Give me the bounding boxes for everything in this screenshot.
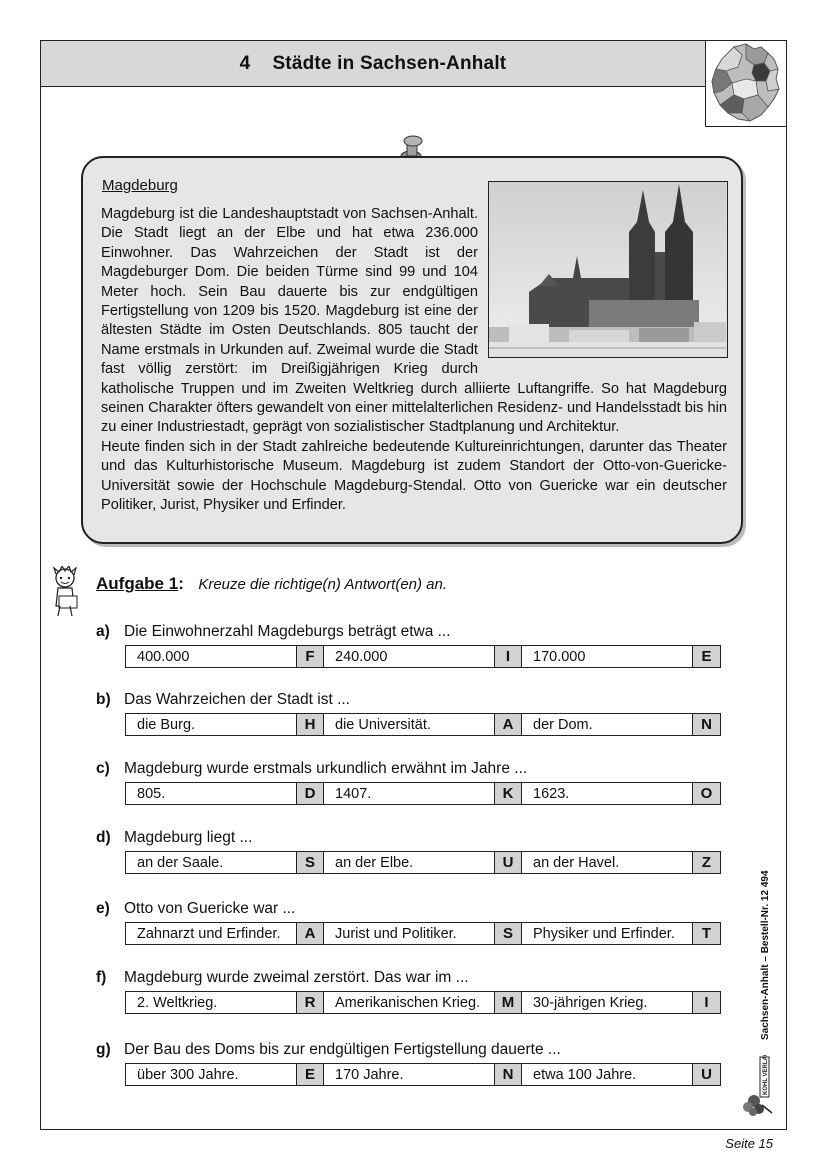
answer-code-box[interactable]: O bbox=[692, 783, 720, 804]
answer-option[interactable] bbox=[522, 923, 720, 944]
answer-option[interactable] bbox=[324, 1064, 522, 1085]
answer-code-box[interactable]: U bbox=[494, 852, 522, 873]
answer-text: Amerikanischen Krieg. bbox=[335, 994, 481, 1011]
order-number-sidebar: Sachsen-Anhalt – Bestell-Nr. 12 494 bbox=[760, 870, 771, 1040]
answer-option[interactable] bbox=[126, 1064, 324, 1085]
answer-text: Zahnarzt und Erfinder. bbox=[137, 925, 281, 942]
question-b bbox=[96, 688, 726, 736]
answer-text: 1623. bbox=[533, 785, 570, 802]
card-paragraph-2: Heute finden sich in der Stadt zahlreiche bedeutende Kultureinrichtungen, darunter das Theater und das Kulturhistorische Museum. Magdeburg ist zudem Standort der Otto-von-Guericke-Universität sowie der Hochschule Magdeburg-Stendal. Otto von Guericke war ein deutscher Politiker, Jurist, Physiker und Erfinder. bbox=[101, 438, 727, 514]
publisher-logo-text: KOHL VERLAG bbox=[763, 1055, 769, 1095]
answer-option[interactable] bbox=[522, 783, 720, 804]
answer-text: 170.000 bbox=[533, 648, 586, 665]
question-text: Otto von Guericke war ... bbox=[124, 900, 296, 917]
cathedral-photo bbox=[488, 181, 728, 358]
answer-text: die Universität. bbox=[335, 716, 431, 733]
answer-code-box[interactable]: R bbox=[296, 992, 324, 1013]
answer-text: der Dom. bbox=[533, 716, 593, 733]
answer-text: über 300 Jahre. bbox=[137, 1066, 239, 1083]
question-letter: d) bbox=[96, 829, 111, 846]
answer-option[interactable] bbox=[324, 923, 522, 944]
answer-text: 240.000 bbox=[335, 648, 388, 665]
answer-option[interactable] bbox=[324, 992, 522, 1013]
answer-option[interactable] bbox=[324, 646, 522, 667]
answer-code-box[interactable]: E bbox=[296, 1064, 324, 1085]
question-e bbox=[96, 897, 726, 945]
answer-code-box[interactable]: A bbox=[494, 714, 522, 735]
answer-text: Jurist und Politiker. bbox=[335, 925, 457, 942]
question-letter: e) bbox=[96, 900, 110, 917]
chapter-number: 4 bbox=[239, 52, 251, 74]
answer-row bbox=[125, 991, 721, 1014]
question-text: Magdeburg liegt ... bbox=[124, 829, 253, 846]
answer-option[interactable] bbox=[126, 783, 324, 804]
task-header bbox=[96, 574, 447, 594]
answer-option[interactable] bbox=[522, 852, 720, 873]
card-paragraph-1: Magdeburg ist die Landeshauptstadt von Sachsen-Anhalt. Die Stadt liegt an der Elbe und hat etwa 236.000 Einwohner. Das Wahrzeichen der Stadt ist der Magdeburger Dom. Die beiden Türme sind 99 und 104 Meter hoch. Sein Bau dauerte bis zur endgültigen Fertigstellung von 1209 bis 1520. Magdeburg ist eine der ältesten Städte im Osten Deutschlands. 805 taucht der Name erstmals in Urkunden auf. Zweimal wurde die Stadt fast völlig zerstört: im Dreißigjährigen Krieg durch katholische Truppen und im Zweiten Weltkrieg durch alliierte Luftangriffe. So hat Magdeburg seinen Charakter öfters gewandelt von einer mittelalterlichen Residenz- und Handelsstadt bis hin zu einer Industriestadt, geprägt von sozialistischer Stadtplanung und Architektur. bbox=[101, 206, 727, 436]
card-text bbox=[101, 205, 727, 516]
answer-row bbox=[125, 922, 721, 945]
question-letter: f) bbox=[96, 969, 107, 986]
answer-option[interactable] bbox=[126, 852, 324, 873]
answer-text: an der Elbe. bbox=[335, 854, 414, 871]
answer-text: an der Saale. bbox=[137, 854, 224, 871]
answer-text: 1407. bbox=[335, 785, 372, 802]
answer-text: etwa 100 Jahre. bbox=[533, 1066, 637, 1083]
answer-option[interactable] bbox=[126, 714, 324, 735]
question-letter: b) bbox=[96, 691, 111, 708]
question-c bbox=[96, 757, 726, 805]
task-instruction: Kreuze die richtige(n) Antwort(en) an. bbox=[198, 576, 448, 593]
answer-text: 400.000 bbox=[137, 648, 190, 665]
answer-text: 805. bbox=[137, 785, 166, 802]
answer-text: an der Havel. bbox=[533, 854, 620, 871]
question-g bbox=[96, 1038, 726, 1086]
answer-code-box[interactable]: T bbox=[692, 923, 720, 944]
answer-option[interactable] bbox=[126, 992, 324, 1013]
answer-code-box[interactable]: H bbox=[296, 714, 324, 735]
answer-code-box[interactable]: U bbox=[692, 1064, 720, 1085]
answer-option[interactable] bbox=[522, 1064, 720, 1085]
answer-text: Physiker und Erfinder. bbox=[533, 925, 675, 942]
question-a bbox=[96, 620, 726, 668]
question-d bbox=[96, 826, 726, 874]
answer-option[interactable] bbox=[522, 714, 720, 735]
page-header bbox=[40, 40, 706, 87]
answer-text: 2. Weltkrieg. bbox=[137, 994, 218, 1011]
question-f bbox=[96, 966, 726, 1014]
card-title: Magdeburg bbox=[102, 177, 178, 194]
answer-option[interactable] bbox=[522, 646, 720, 667]
answer-option[interactable] bbox=[324, 714, 522, 735]
answer-code-box[interactable]: F bbox=[296, 646, 324, 667]
student-icon bbox=[48, 566, 82, 618]
answer-row bbox=[125, 713, 721, 736]
answer-text: die Burg. bbox=[137, 716, 196, 733]
answer-code-box[interactable]: M bbox=[494, 992, 522, 1013]
answer-option[interactable] bbox=[324, 783, 522, 804]
answer-code-box[interactable]: D bbox=[296, 783, 324, 804]
answer-code-box[interactable]: Z bbox=[692, 852, 720, 873]
question-letter: a) bbox=[96, 623, 110, 640]
page-number: Seite 15 bbox=[725, 1136, 773, 1151]
answer-code-box[interactable]: N bbox=[692, 714, 720, 735]
answer-code-box[interactable]: N bbox=[494, 1064, 522, 1085]
task-label: Aufgabe 1 bbox=[96, 574, 179, 593]
answer-option[interactable] bbox=[522, 992, 720, 1013]
answer-text: 170 Jahre. bbox=[335, 1066, 404, 1083]
answer-row bbox=[125, 645, 721, 668]
answer-row bbox=[125, 782, 721, 805]
task-colon: : bbox=[178, 574, 184, 593]
answer-code-box[interactable]: S bbox=[494, 923, 522, 944]
answer-option[interactable] bbox=[126, 923, 324, 944]
answer-option[interactable] bbox=[324, 852, 522, 873]
chapter-title: Städte in Sachsen-Anhalt bbox=[272, 52, 507, 74]
question-text: Die Einwohnerzahl Magdeburgs beträgt etwa ... bbox=[124, 623, 451, 640]
answer-code-box[interactable]: E bbox=[692, 646, 720, 667]
germany-map-icon bbox=[705, 40, 787, 127]
question-letter: g) bbox=[96, 1041, 111, 1058]
answer-text: 30-jährigen Krieg. bbox=[533, 994, 648, 1011]
answer-code-box[interactable]: S bbox=[296, 852, 324, 873]
question-text: Magdeburg wurde zweimal zerstört. Das war im ... bbox=[124, 969, 469, 986]
publisher-logo-icon bbox=[742, 1055, 778, 1117]
answer-row bbox=[125, 851, 721, 874]
question-text: Magdeburg wurde erstmals urkundlich erwähnt im Jahre ... bbox=[124, 760, 528, 777]
page-title bbox=[240, 53, 507, 75]
question-text: Der Bau des Doms bis zur endgültigen Fertigstellung dauerte ... bbox=[124, 1041, 561, 1058]
question-letter: c) bbox=[96, 760, 110, 777]
answer-code-box[interactable]: A bbox=[296, 923, 324, 944]
answer-code-box[interactable]: I bbox=[494, 646, 522, 667]
question-text: Das Wahrzeichen der Stadt ist ... bbox=[124, 691, 350, 708]
answer-option[interactable] bbox=[126, 646, 324, 667]
answer-code-box[interactable]: I bbox=[692, 992, 720, 1013]
answer-code-box[interactable]: K bbox=[494, 783, 522, 804]
answer-row bbox=[125, 1063, 721, 1086]
